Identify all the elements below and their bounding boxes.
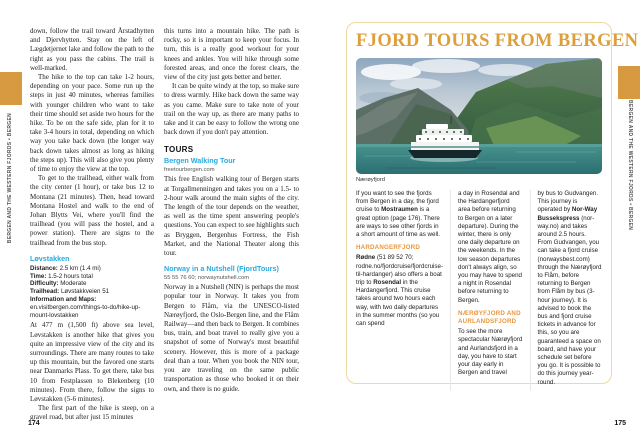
hike-details — [30, 265, 154, 320]
section-tab-marker-left — [0, 72, 22, 105]
paragraph: by bus to Gudvangen. This journey is operated by Nor-Way Bussekspress (nor-way.no) and takes around 2.5 hours. From Gudvangen, you can take a fjord cruise (norwaysbest.com) through the Nærøyfjord to Flåm, before returning to Bergen from Flåm by bus (3-hour journey). It is advised to book the bus and fjord cruise tickets in advance for this, so you are guaranteed a space on board, and have your schedule set before you go. It is possible to do this journey year-round. — [537, 190, 602, 386]
detail-information: Information and Maps: en.visitbergen.com/things-to-do/hike-up-mount-lovstakken — [30, 296, 141, 319]
tour-heading-bergen-walking-tour: Bergen Walking Tour — [164, 156, 236, 166]
hike-heading-lovstakken: Løvstakken — [30, 253, 70, 263]
paragraph: The first part of the hike is steep, on a gravel road, but after just 15 minutes — [30, 404, 154, 422]
tour-contact-nutshell: 55 55 76 60; norwaynutshell.com — [164, 275, 250, 282]
left-page-column-1 — [30, 27, 154, 423]
feature-box-title: FJORD TOURS FROM BERGEN — [356, 31, 639, 51]
paragraph: The hike to the top can take 1-2 hours, depending on your pace. Some run up the steps in just 40 minutes, whereas families with younger children who want to take their time should set aside two hours for the hike. To be on the safe side, plan for it to take 3-4 hours in total, depending on which way you take back down (the longer way back down takes almost as long as hiking the steps up). This will also give you plenty of time to enjoy the view at the top. — [30, 73, 154, 174]
feature-column-1 — [356, 190, 443, 391]
detail-difficulty: Difficulty: Moderate — [30, 280, 87, 288]
tours-section-heading: TOURS — [164, 145, 194, 155]
photo-caption: Nærøyfjord — [356, 177, 385, 183]
detail-time: Time: 1.5-2 hours total — [30, 272, 93, 280]
detail-trailhead: Trailhead: Løvstakkveien 51 — [30, 288, 110, 296]
tour-contact-walking-tour: freetourbergen.com — [164, 167, 215, 174]
page-number-left: 174 — [28, 420, 40, 427]
paragraph: a day in Rosendal and the Hardangerfjord area before returning to Bergen on a later departure). During the winter, there is only one daily departure on the weekends. In the low season departures don't always align, so you may have to spend a night in Rosendal before returning to Bergen. — [458, 190, 522, 304]
paragraph: this turns into a mountain hike. The path is rocky, so it is important to keep your focus. In turn, this is a really good workout for your knees and ankles. You will hike through some forested areas, and once the forest clears, the view of the city just gets better and better. — [164, 27, 299, 82]
heading-naeroyfjord-aurlandsfjord: NÆRØYFJORD AND AURLANDSFJORD — [458, 309, 521, 326]
heading-hardangerfjord: HARDANGERFJORD — [356, 244, 420, 252]
section-tab-marker-right — [618, 66, 640, 99]
paragraph: down, follow the trail toward Årstadhytten and Djervhytten. Stay on the left of Lægdetjernet lake and follow the path to the right as you pass the cabins. The trail is well-marked. — [30, 27, 154, 72]
paragraph: To get to the trailhead, either walk from the city center (1 hour), or take bus 12 to Montana (21 minutes). Then, head toward Montana Hostel and walk to the end of Johan Blytts Vei, where you'll find the trailhead (you will pass the hostel, and a power station). There are signs to the trailhead from the bus stop. — [30, 174, 154, 247]
paragraph: This free English walking tour of Bergen starts at Torgallmenningen and takes you on a 1.5- to 2-hour walk around the main sights of the city. The length of the tour depends on the weather, as well as the time spent answering people's questions. You can expect to see highlights such as Bryggen, Bergenhus Fortress, the Fish Market, and the National Theater along this tour. — [164, 175, 299, 258]
paragraph: To see the more spectacular Nærøyfjord and Aurlandsfjord in a day, you have to start your day early in Bergen and travel — [458, 328, 523, 377]
detail-distance: Distance: 2.5 km (1.4 mi) — [30, 264, 101, 272]
chapter-tab-left: BERGEN AND THE WESTERN FJORDS • BERGEN — [7, 113, 13, 244]
paragraph: Norway in a Nutshell (NIN) is perhaps the most popular tour in Norway. It takes you from Bergen to Flåm, via the UNESCO-listed Nærøyfjord, the Oslo-Bergen line, and the Flåm Railway—and then back to Bergen. It combines bus, train, and boat travel to really give you a snapshot of some of Norway's most beautiful scenery. However, this is more of a package deal than a tour. When you book the NIN tour, you are traveling on the same public transportation as those who booked it on their own, and there is no guide. — [164, 283, 299, 393]
page-number-right: 175 — [614, 420, 626, 427]
paragraph: It can be quite windy at the top, so make sure to dress warmly. Hike back down the same way as you came. Make sure to take note of your trail on the way up, as there are many paths to take and it can be easy to follow the wrong one back down if you don't pay attention. — [164, 82, 299, 137]
fjord-photo — [356, 58, 602, 174]
feature-box-columns — [356, 190, 602, 391]
feature-column-2 — [450, 190, 523, 391]
feature-column-3 — [530, 190, 603, 391]
paragraph: Rødne (51 89 52 70; rodne.no/fjordcruise/fjordcruise-til-hardanger) also offers a boat trip to Rosendal in the Hardangerfjord. This cruise takes around two hours each way, with two daily departures in the summer months (so you can spend — [356, 254, 444, 328]
tour-heading-norway-in-a-nutshell: Norway in a Nutshell (FjordTours) — [164, 264, 279, 274]
paragraph: At 477 m (1,500 ft) above sea level, Løvstakken is another hike that gives you quite an impressive view of the city and its surroundings. There are many routes to take up this mountain, but the favored one starts near Danmarks Plass. To get there, take bus 10 from Festplassen to Blekenberg (10 minutes). From there, follow the signs to Løvstakken (5-6 minutes). — [30, 321, 154, 404]
chapter-tab-right: BERGEN AND THE WESTERN FJORDS • BERGEN — [627, 100, 633, 231]
paragraph: If you want to see the fjords from Bergen in a day, the fjord cruise to Mostraumen is a great option (page 176). There are ways to see other fjords in a short amount of time as well. — [356, 190, 440, 239]
left-page-column-2 — [164, 27, 299, 394]
